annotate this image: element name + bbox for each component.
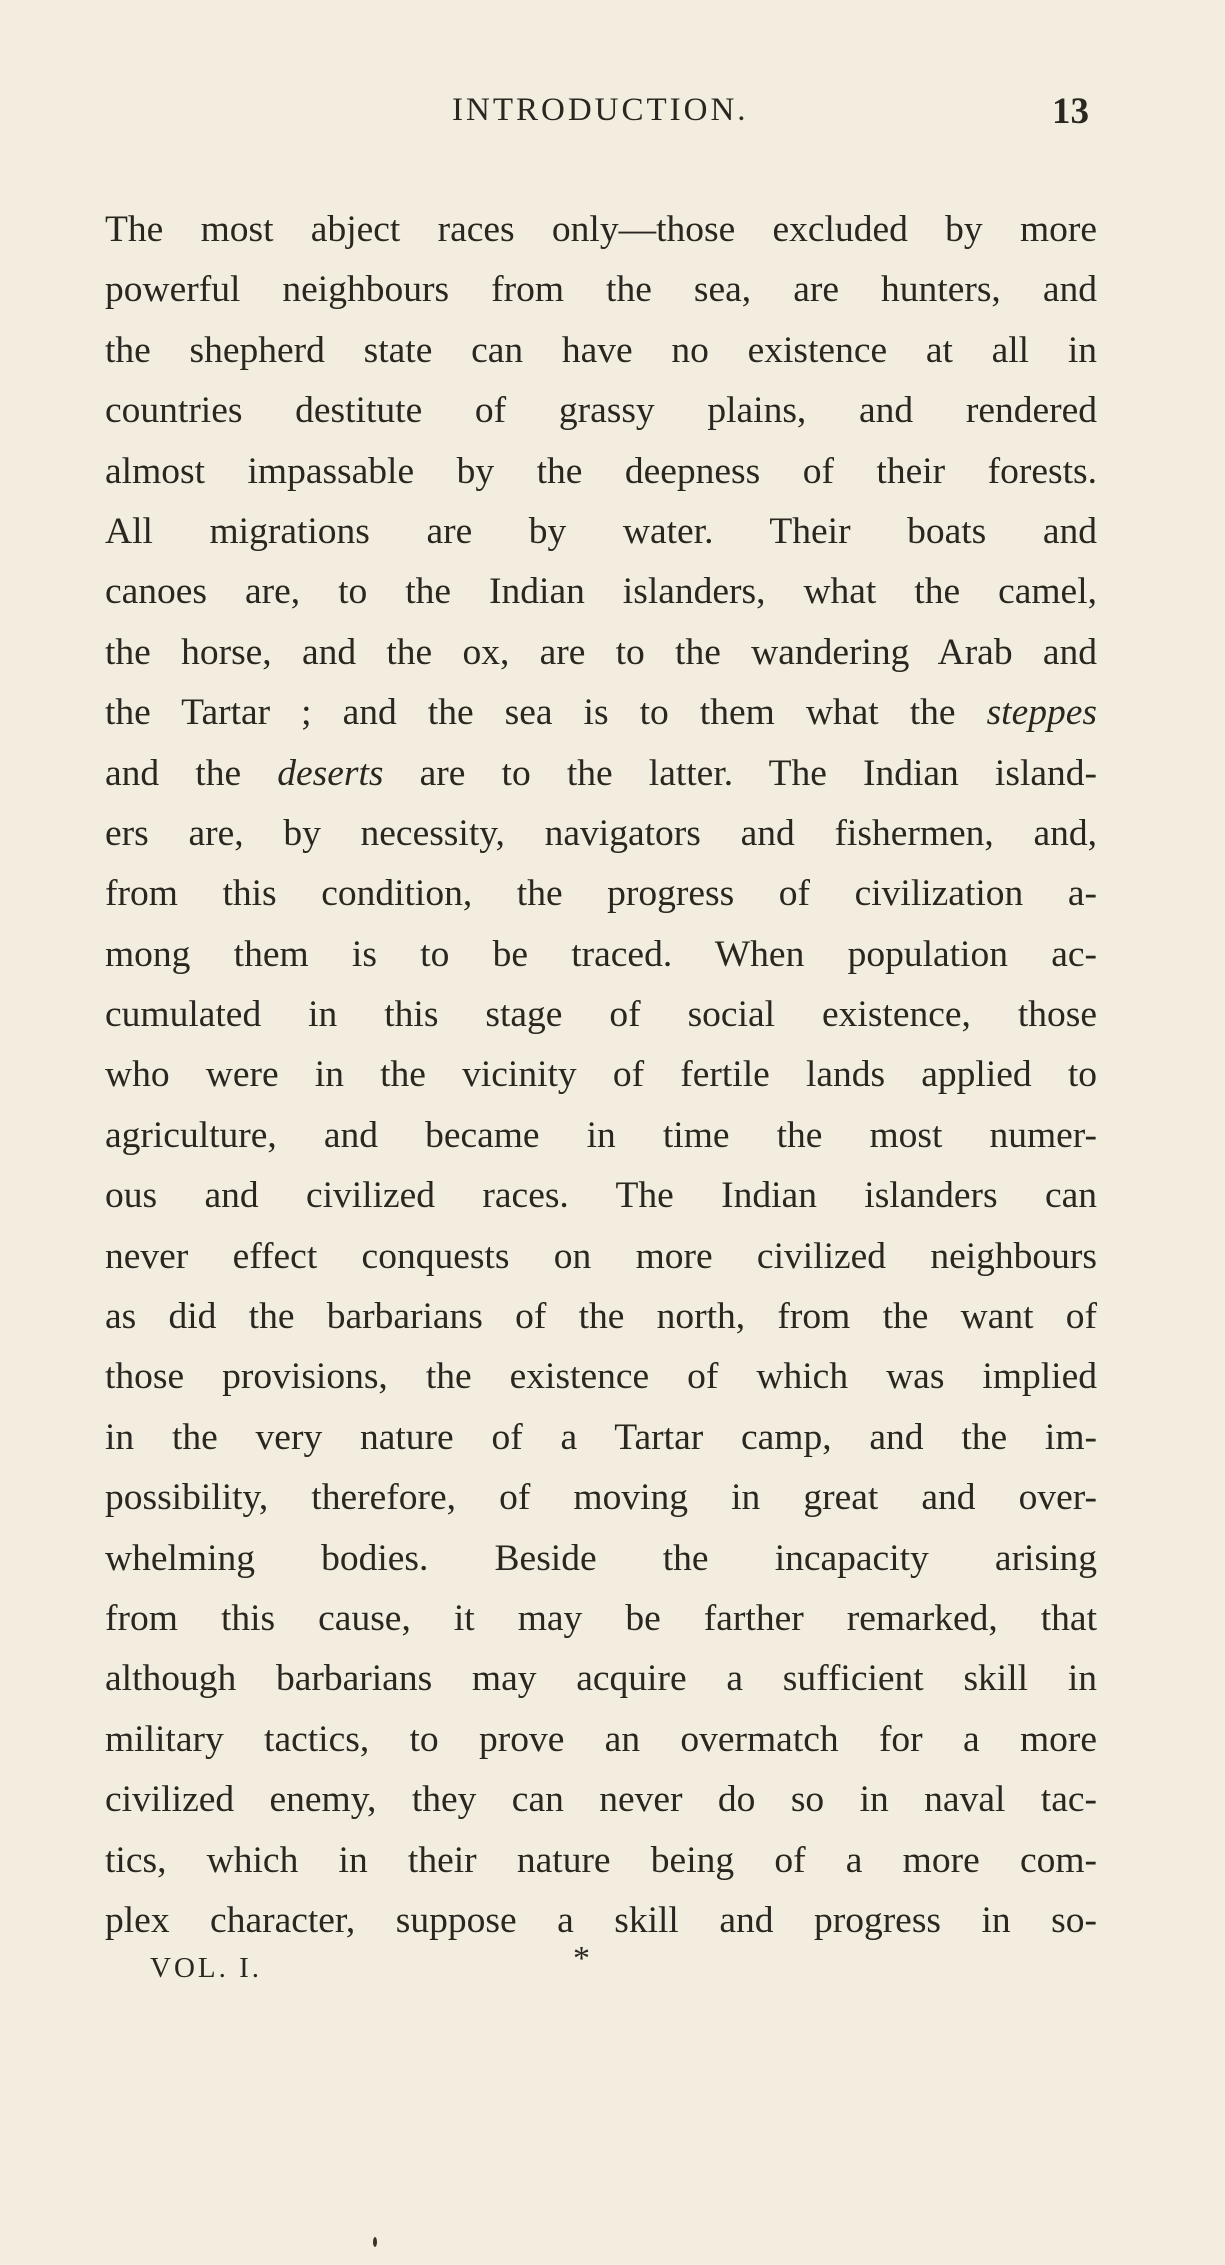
text-fragment: the Tartar ; and the sea is to them what the [105, 692, 987, 734]
text-line: mong them is to be traced. When population ac- [105, 933, 1097, 975]
text-line: civilized enemy, they can never do so in naval tac- [105, 1779, 1097, 1821]
italic-word-deserts: deserts [277, 752, 384, 794]
text-line: ers are, by necessity, navigators and fishermen, and, [105, 812, 1097, 854]
text-line: The most abject races only—those excluded by more [105, 209, 1097, 250]
text-line: from this condition, the progress of civilization a- [105, 873, 1097, 915]
text-line: in the very nature of a Tartar camp, and the im- [105, 1416, 1097, 1458]
text-line: powerful neighbours from the sea, are hunters, and [105, 269, 1097, 311]
page-footer [0, 1940, 1225, 2002]
text-line: military tactics, to prove an overmatch for a more [105, 1718, 1097, 1760]
text-line: the shepherd state can have no existence at all in [105, 329, 1097, 371]
text-line-with-italic [105, 744, 1097, 804]
text-line: tics, which in their nature being of a more com- [105, 1839, 1097, 1881]
volume-signature: VOL. I. [150, 1952, 263, 1984]
text-line: those provisions, the existence of which was implied [105, 1356, 1097, 1398]
text-line: although barbarians may acquire a sufficient skill in [105, 1658, 1097, 1700]
text-line: never effect conquests on more civilized neighbours [105, 1235, 1097, 1277]
text-line: from this cause, it may be farther remarked, that [105, 1597, 1097, 1639]
text-line: cumulated in this stage of social existence, those [105, 994, 1097, 1036]
text-line: whelming bodies. Beside the incapacity arising [105, 1537, 1097, 1579]
ink-speck [373, 2237, 377, 2247]
running-header [0, 92, 1225, 142]
text-line: ous and civilized races. The Indian islanders can [105, 1175, 1097, 1217]
text-line: who were in the vicinity of fertile lands applied to [105, 1054, 1097, 1096]
text-line: the horse, and the ox, are to the wandering Arab and [105, 631, 1097, 673]
text-line: All migrations are by water. Their boats and [105, 510, 1097, 552]
italic-word-steppes: steppes [986, 692, 1097, 734]
text-line: possibility, therefore, of moving in great and over- [105, 1477, 1097, 1519]
text-line: countries destitute of grassy plains, and rendered [105, 390, 1097, 432]
running-title: INTRODUCTION. [452, 92, 749, 128]
text-line: plex character, suppose a skill and progress in so- [105, 1899, 1097, 1941]
body-text [105, 200, 1097, 1951]
text-line-with-italic [105, 683, 1097, 743]
text-line: almost impassable by the deepness of their forests. [105, 450, 1097, 492]
signature-asterisk: * [573, 1940, 590, 1977]
text-line: agriculture, and became in time the most numer- [105, 1114, 1097, 1156]
text-fragment: are to the latter. The Indian island- [383, 752, 1097, 794]
text-line: canoes are, to the Indian islanders, what the camel, [105, 571, 1097, 613]
text-fragment: and the [105, 752, 278, 794]
text-line: as did the barbarians of the north, from the want of [105, 1296, 1097, 1338]
page-number: 13 [1052, 91, 1089, 132]
